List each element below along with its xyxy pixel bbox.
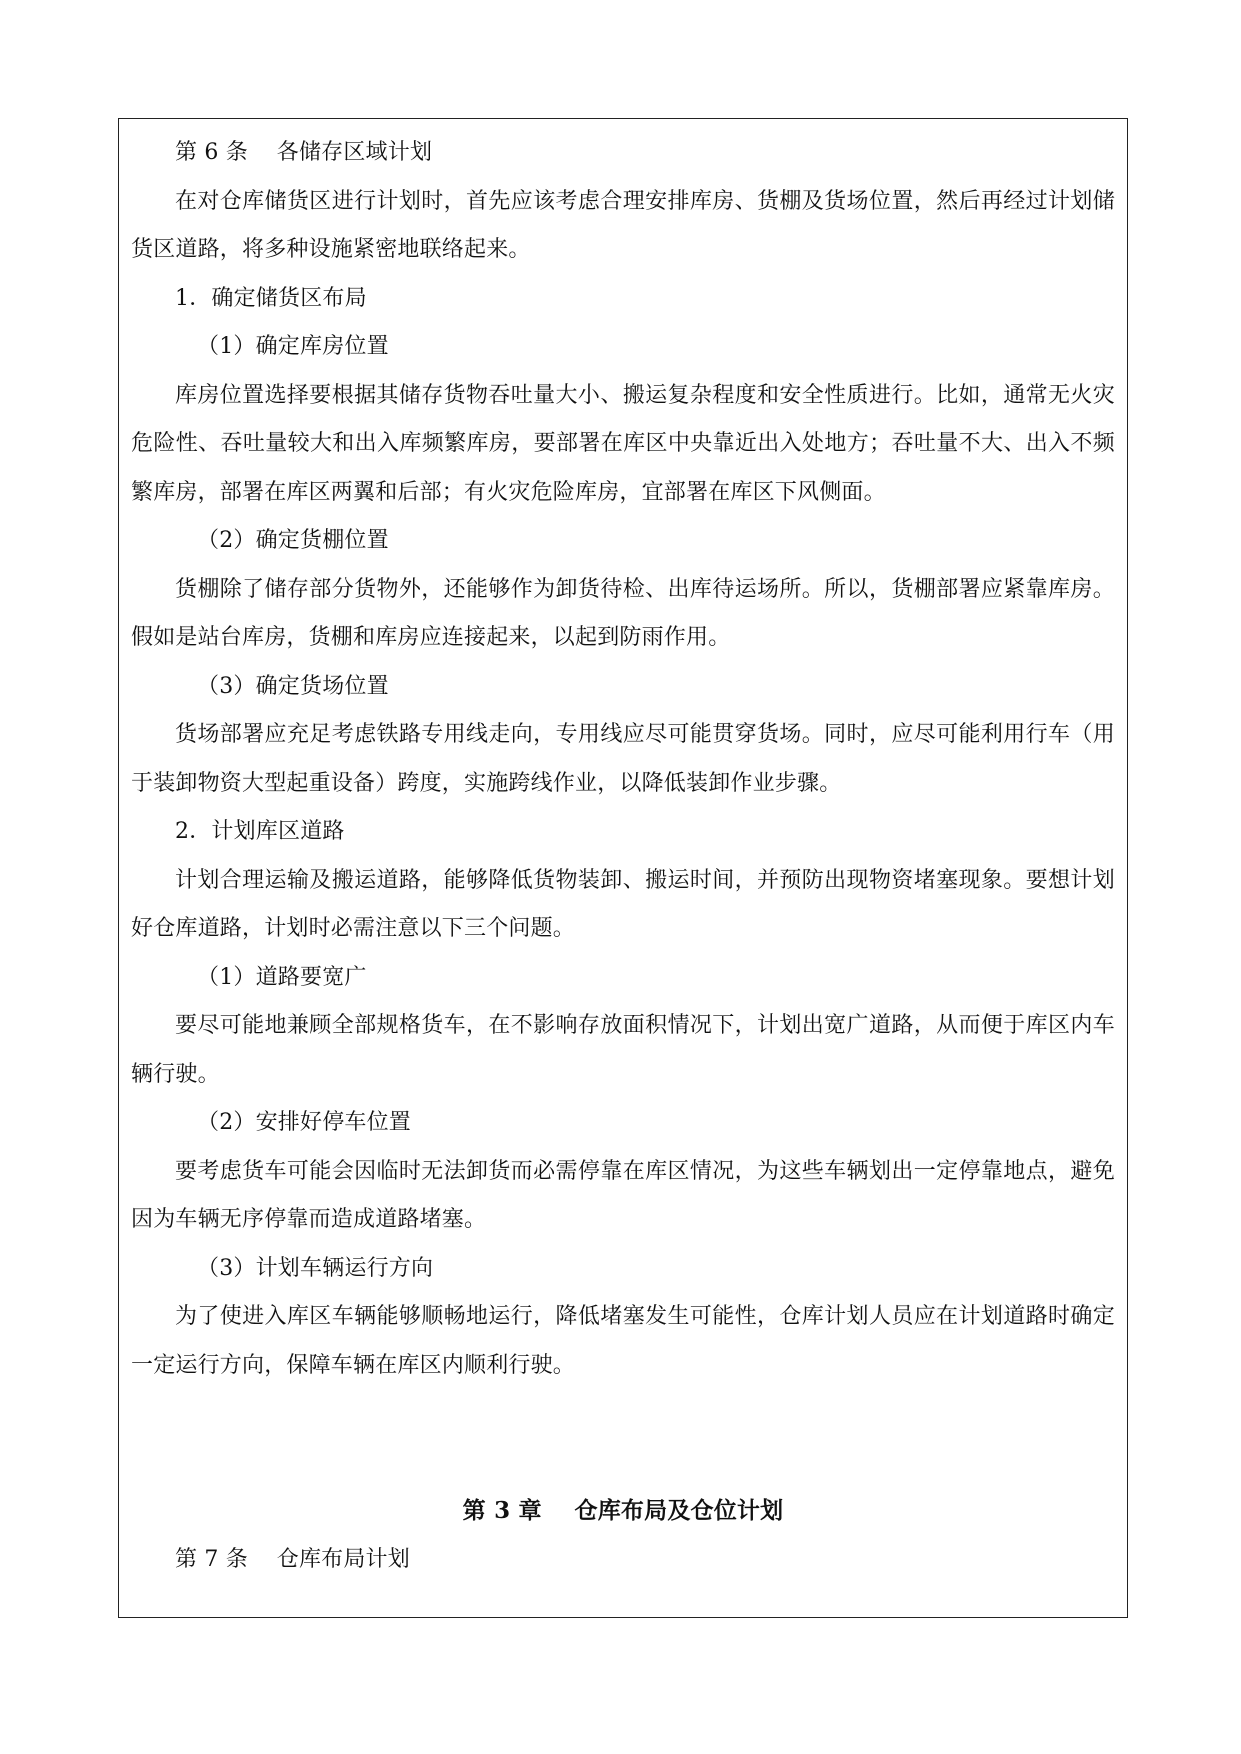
article-6-intro: 在对仓库储货区进行计划时，首先应该考虑合理安排库房、货棚及货场位置，然后再经过计划储货区道路，将多种设施紧密地联络起来。	[131, 188, 1115, 262]
item-1-3-body: 货场部署应充足考虑铁路专用线走向，专用线应尽可能贯穿货场。同时，应尽可能利用行车（用于装卸物资大型起重设备）跨度，实施跨线作业，以降低装卸作业步骤。	[131, 722, 1115, 796]
section-1-title: 1．确定储货区布局	[175, 285, 367, 311]
document-body	[131, 129, 1115, 1584]
item-2-1-body: 要尽可能地兼顾全部规格货车，在不影响存放面积情况下，计划出宽广道路，从而便于库区内车辆行驶。	[131, 1013, 1115, 1087]
article-6-heading: 第 6 条 各储存区域计划	[175, 140, 433, 165]
item-1-2-title: （2）确定货棚位置	[197, 528, 389, 553]
item-2-3-body: 为了使进入库区车辆能够顺畅地运行，降低堵塞发生可能性，仓库计划人员应在计划道路时确定一定运行方向，保障车辆在库区内顺利行驶。	[131, 1304, 1115, 1378]
document-frame	[118, 118, 1128, 1618]
item-2-2-title: （2）安排好停车位置	[197, 1110, 411, 1135]
item-2-3-title: （3）计划车辆运行方向	[197, 1255, 434, 1281]
item-1-2-body: 货棚除了储存部分货物外，还能够作为卸货待检、出库待运场所。所以，货棚部署应紧靠库房。假如是站台库房，货棚和库房应连接起来，以起到防雨作用。	[131, 576, 1115, 650]
item-1-1-body: 库房位置选择要根据其储存货物吞吐量大小、搬运复杂程度和安全性质进行。比如，通常无火灾危险性、吞吐量较大和出入库频繁库房，要部署在库区中央靠近出入处地方；吞吐量不大、出入不频繁库房，部署在库区两翼和后部；有火灾危险库房，宜部署在库区下风侧面。	[131, 382, 1115, 505]
item-1-1-title: （1）确定库房位置	[197, 334, 389, 359]
item-2-2-body: 要考虑货车可能会因临时无法卸货而必需停靠在库区情况，为这些车辆划出一定停靠地点，避免因为车辆无序停靠而造成道路堵塞。	[131, 1158, 1115, 1232]
item-2-1-title: （1）道路要宽广	[197, 964, 367, 990]
item-1-3-title: （3）确定货场位置	[197, 673, 389, 699]
section-2-title: 2．计划库区道路	[175, 819, 345, 844]
article-7-heading: 第 7 条 仓库布局计划	[175, 1546, 410, 1572]
section-2-intro: 计划合理运输及搬运道路，能够降低货物装卸、搬运时间，并预防出现物资堵塞现象。要想计划好仓库道路，计划时必需注意以下三个问题。	[131, 867, 1115, 941]
chapter-3-heading: 第 3 章 仓库布局及仓位计划	[462, 1497, 784, 1524]
section-spacer	[131, 1390, 1115, 1487]
